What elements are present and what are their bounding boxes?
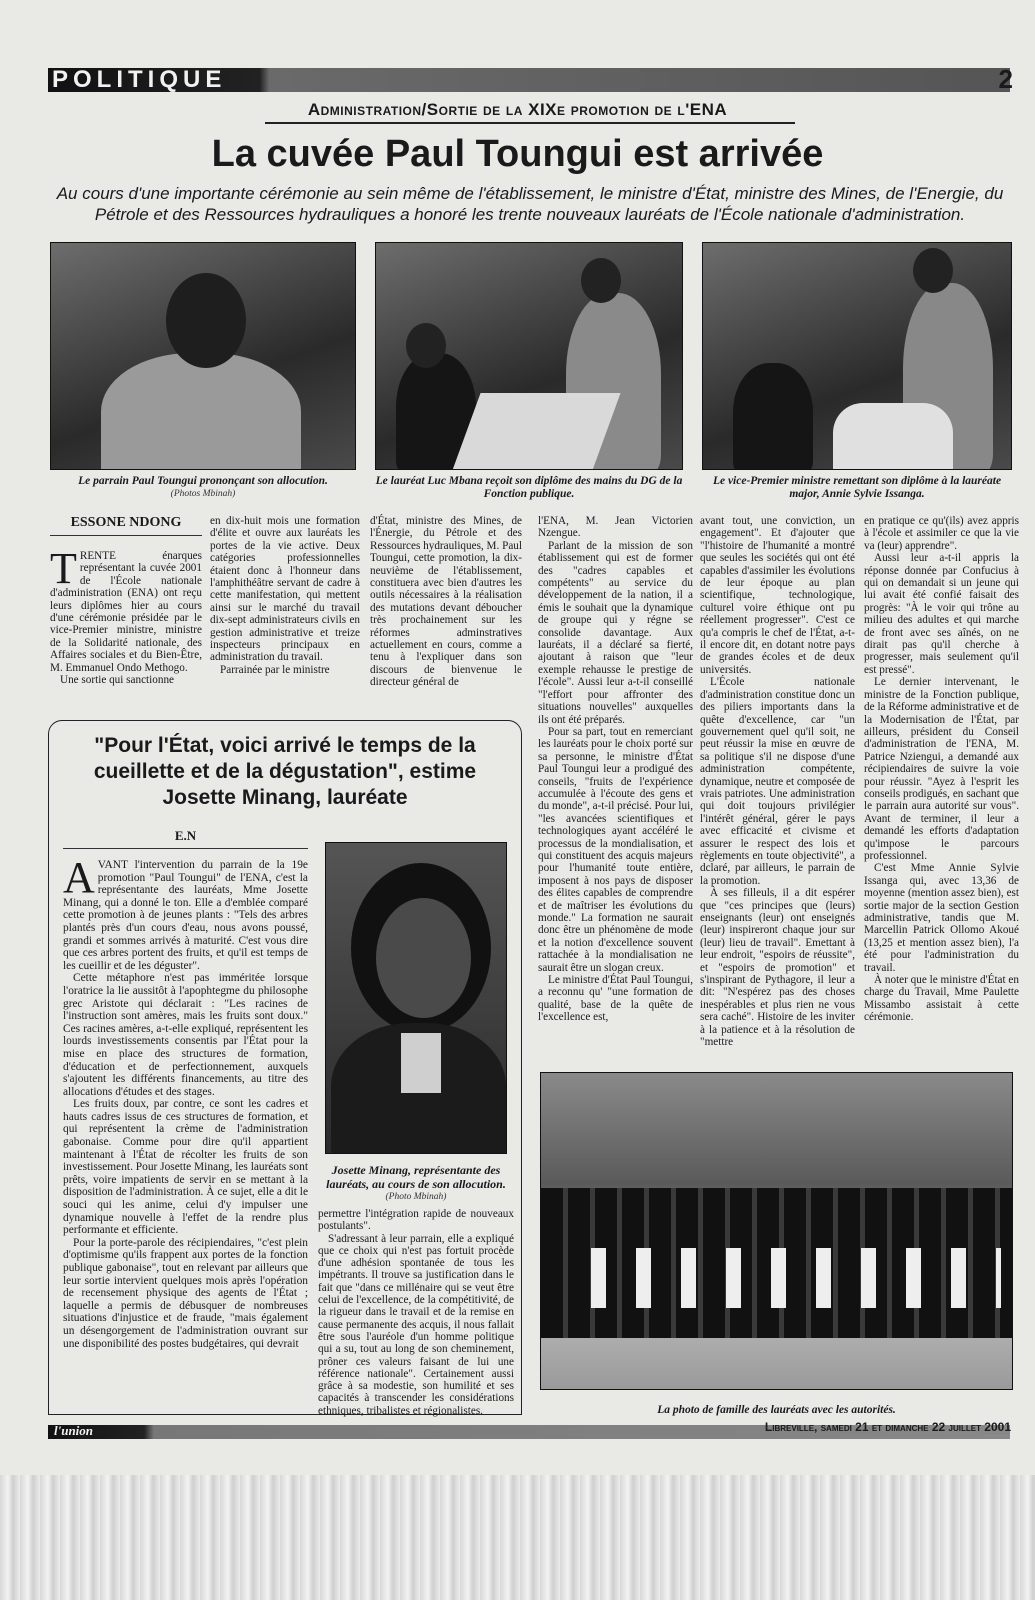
paragraph: avant tout, une conviction, un engagement". Et d'ajouter que "l'histoire de l'humanité a montré que seules les sociétés qui ont été capables d'assimiler les évolutions de leur époque au plan scientifique, technologique, culturel voire éthique ont pu réellement progresser". C'est ce qu'a compris le chef de l'État, a-t-il encore dit, en dotant notre pays de grandes écoles et de deux universités. — [700, 515, 855, 676]
photo-diploma-2 — [702, 242, 1012, 470]
paragraph: À ses filleuls, il a dit espérer que "ces principes que (leurs) enseignants (leur) ont enseignés (leur) inspireront chaque jour sur (leur) lieu de travail". Emettant à leur endroit, "espoirs de réussite", et "espoirs de promotion" et s'inspirant de Pythagore, il leur a dit: "N'espérez pas des choses inespérables et plus rien ne vous sera caché". Histoire de les inviter à la patience et à la résolution de "mettre — [700, 887, 855, 1049]
dateline: Libreville, samedi 21 et dimanche 22 juillet 2001 — [764, 1420, 1011, 1434]
section-title: POLITIQUE — [52, 66, 227, 93]
sidebar-column-1 — [63, 828, 308, 1350]
paragraph: Parlant de la mission de son établissement qui est de former des "cadres capables et compétents" au service du développement de la nation, il a émis le souhait que la dynamique de groupe qui y régne se consolide davantage. Aux lauréats, il a déclaré sa fierté, ajoutant à raison que "leur exemple rehausse le prestige de l'école". Aussi leur a-t-il conseillé "l'effort pour affronter des situations nouvelles" auxquelles ils ont été préparés. — [538, 539, 693, 726]
paragraph: Le dernier intervenant, le ministre de la Fonction publique, de la Réforme administrative et de la Modernisation de l'État, par ailleurs, président du Conseil d'administration de l'ENA, M. Patrice Nziengui, a demandé aux récipiendaires de suivre la voie pour réussir. "Ayez à l'esprit les conseils prodigués, en sachant que le parrain aura autorité sur vous". Avant de terminer, il leur a demandé les efforts d'adaptation qu'impose le parcours professionnel. — [864, 676, 1019, 862]
scan-edge — [0, 1475, 1035, 1600]
photo-caption: Le vice-Premier ministre remettant son diplôme à la lauréate major, Annie Sylvie Issanga. — [712, 475, 1002, 500]
paragraph: Aussi leur a-t-il appris la réponse donnée par Confucius à qui on demandait si un jeune qui lui avait été confié faisait des progrès: "À le voir qui trône au milieu des adultes et qui marche de front avec ses aînés, on ne dirait pas qu'il cherche à progresser, mais seulement qu'il est pressé". — [864, 552, 1019, 676]
photo-credit: (Photos Mbinah) — [170, 489, 236, 499]
paragraph: en dix-huit mois une formation d'élite et ouvre aux lauréats les portes de la vie active. Deux catégories professionnelles étaient donc à l'honneur dans l'amphithéâtre servant de cadre à cette manifestation, qui mettent ainsi sur le marché du travail dix-sept administrateurs civils en gestion administrative et treize inspecteurs principaux en administration du travail. — [210, 515, 360, 664]
sidebar-column-2 — [318, 1208, 514, 1417]
article-column-4 — [538, 515, 693, 1024]
sidebar-photo-caption: Josette Minang, représentante des lauréats, au cours de son allocution. — [326, 1163, 506, 1191]
group-photo — [540, 1072, 1013, 1390]
article-byline: ESSONE NDONG — [50, 515, 202, 536]
paragraph: À noter que le ministre d'État en charge du Travail, Mme Paulette Missambo assistait à cette cérémonie. — [864, 974, 1019, 1024]
paragraph: Le ministre d'État Paul Toungui, a reconnu qu' "une formation de qualité, base de la quête de l'excellence est, — [538, 974, 693, 1024]
kicker-rule — [265, 122, 795, 124]
drop-cap: T — [50, 544, 77, 593]
paragraph: Pour sa part, tout en remerciant les lauréats pour le choix porté sur sa personne, le ministre d'État Paul Toungui leur a prodigué des conseils, "fruits de l'expérience accumulée à l'écoute des gens et du monde", a-t-il précisé. Pour lui, "les avancées scientifiques et technologiques ayant accéléré le processus de la mondialisation, et qui constituent des acquis majeurs pour l'humanité toute entière, imposent à nos pays de disposer des élites capables de comprendre et de maîtriser les évolutions du monde." La formation ne saurait donc être un phénomène de mode et la notion d'excellence souvent rattachée à la mondialisation ne saurait être un slogan creux. — [538, 725, 693, 974]
paragraph: Les fruits doux, par contre, ce sont les cadres et hauts cadres issus de ces structures de formation, et qui représentent la crème de l'administration gabonaise. Comme pour dire qu'il appartient maintenant à l'État de récolter les fruits de son investissement. Pour Josette Minang, les lauréats sont prêts, voire impatients de servir en se mettant à la disposition de l'administration. À ce sujet, elle a dit le souci qui les anime, celui d'y impulser une dynamique nouvelle à l'effet de la rendre plus performante et efficiente. — [63, 1098, 308, 1237]
paragraph: RENTE énarques représentant la cuvée 2001 de l'École nationale d'administration (ENA) ont reçu leurs diplômes hier au cours d'une cérémonie présidée par le vice-Premier ministre, ministre de la Solidarité nationale, des Affaires sociales et du Bien-Être, M. Emmanuel Ondo Methogo. — [50, 550, 202, 674]
sidebar-photo-credit: (Photo Mbinah) — [385, 1192, 447, 1202]
sidebar-headline: "Pour l'État, voici arrivé le temps de la cueillette et de la dégustation", estime Josette Minang, lauréate — [93, 734, 477, 809]
article-column-5 — [700, 515, 855, 1048]
article-column-6 — [864, 515, 1019, 1024]
paragraph: VANT l'intervention du parrain de la 19e promotion "Paul Toungui" de l'ENA, c'est la représentante des lauréats, Mme Josette Minang, qui a donné le ton. Elle a d'emblée comparé cette promotion à de jeunes plants : "Tels des arbres plantés près d'un cours d'eau, nous avons poussé, grandi et sommes arrivés à maturité. C'est vous dire que ces arbres portent des fruits, et qu'il est temps de les cueillir et de les déguster". — [63, 859, 308, 972]
photo-caption: Le parrain Paul Toungui prononçant son allocution. — [78, 475, 328, 487]
photo-josette-minang — [325, 842, 507, 1154]
group-photo-caption: La photo de famille des lauréats avec les autorités. — [657, 1404, 896, 1416]
sidebar-byline: E.N — [63, 828, 308, 849]
paragraph: permettre l'intégration rapide de nouveaux postulants". — [318, 1208, 514, 1233]
paragraph: Pour la porte-parole des récipiendaires, "c'est plein d'optimisme qu'ils frappent aux portes de la fonction publique gabonaise", tout en relevant par ailleurs que leur sortie intervient quelques mois après l'opération de recensement physique des agents de l'État ; laquelle a permis de débusquer de nombreuses situations d'injustice et de fraude, "mais également un désengorgement de l'administration ouvrant sur une disponibilité des postes budgétaires, qui devrait — [63, 1236, 308, 1350]
page-number: 2 — [998, 64, 1013, 94]
deck: Au cours d'une importante cérémonie au sein même de l'établissement, le ministre d'État, ministre des Mines, de l'Energie, du Pétrole et des Ressources hydrauliques a honoré les trente nouveaux lauréats de l'École nationale d'administration. — [56, 184, 1004, 224]
paragraph: L'École nationale d'administration constitue donc un des piliers importants dans la quête d'excellence, car "un gouvernement quel qu'il soit, ne peut réussir la mise en œuvre de sa politique s'il ne dispose d'une administration compétente, dynamique, neutre et composée de vrais patriotes. Une administration qui doit toujours privilégier l'intérêt général, gérer le pays avec efficacité et civisme et assurer le respect des lois et règlements en toute objectivité", a dclaré, par ailleurs, le parrain de la promotion. — [700, 676, 856, 887]
paragraph: C'est Mme Annie Sylvie Issanga qui, avec 13,36 de moyenne (mention assez bien), est sortie major de la section Gestion administrative, tandis que M. Marcellin Patrick Ollomo Akoué (13,25 et mention assez bien), l'a été pour l'administration du travail. — [864, 862, 1019, 974]
photo-diploma-1 — [375, 242, 683, 470]
paragraph: Parrainée par le ministre — [220, 663, 330, 676]
paragraph: en pratique ce qu'(ils) avez appris à l'école et assimiler ce que la vie va (leur) apprendre". — [864, 515, 1019, 552]
article-column-2 — [210, 515, 360, 676]
masthead: l'union — [54, 1423, 94, 1438]
paragraph: Une sortie qui sanctionne — [60, 674, 175, 687]
drop-cap: A — [63, 853, 95, 902]
paragraph: S'adressant à leur parrain, elle a expliqué que ce choix qui n'est pas fortuit procède d'une adhésion spontanée de tous les impétrants. Il trouve sa justification dans le fait que "dans ce millénaire qui se veut être celui de l'excellence, de la compétitivité, de la rigueur dans le travail et de la remise en cause permanente des acquis, il nous fallait être sous l'auréole d'un homme politique qui a su, tout au long de son cheminement, prôner ces valeurs faisant de lui une référence nationale". Certainement aussi grâce à sa modestie, son humilité et ses capacités à transcender les considérations ethniques, tribalistes et régionalistes. — [318, 1232, 514, 1417]
paragraph: Cette métaphore n'est pas imméritée lorsque l'oratrice la lie aussitôt à l'apophtegme du philosophe grec Aristote qui déclarait : "Les racines de l'instruction sont amères, mais les fruits sont doux." Ces racines amères, a-t-elle expliqué, représentent les lourds investissements consentis par l'État pour la mise en place des structures de formation, d'éducation et de perfectionnement, auxquels s'ajoutent les différents financements, au titre des allocations d'études et des stages. — [63, 972, 308, 1098]
photo-sponsor — [50, 242, 356, 470]
kicker: Administration/Sortie de la XIXe promotion de l'ENA — [307, 100, 728, 119]
article-column-1 — [50, 515, 202, 686]
article-column-3 — [370, 515, 522, 689]
headline: La cuvée Paul Toungui est arrivée — [211, 133, 824, 175]
photo-caption: Le lauréat Luc Mbana reçoit son diplôme des mains du DG de la Fonction publique. — [375, 475, 683, 500]
paragraph: l'ENA, M. Jean Victorien Nzengue. — [538, 515, 693, 540]
paragraph: d'État, ministre des Mines, de l'Énergie, du Pétrole et des Ressources hydrauliques, M. Paul Toungui, cette promotion, la dix-neuvième de l'établissement, constituera avec bien d'autres les outils nécessaires à la réalisation des mutations devant déboucher très prochainement sur les réformes adminstratives actuellement en cours, comme a tenu à l'expliquer dans son discours de bienvenue le directeur général de — [370, 515, 522, 689]
